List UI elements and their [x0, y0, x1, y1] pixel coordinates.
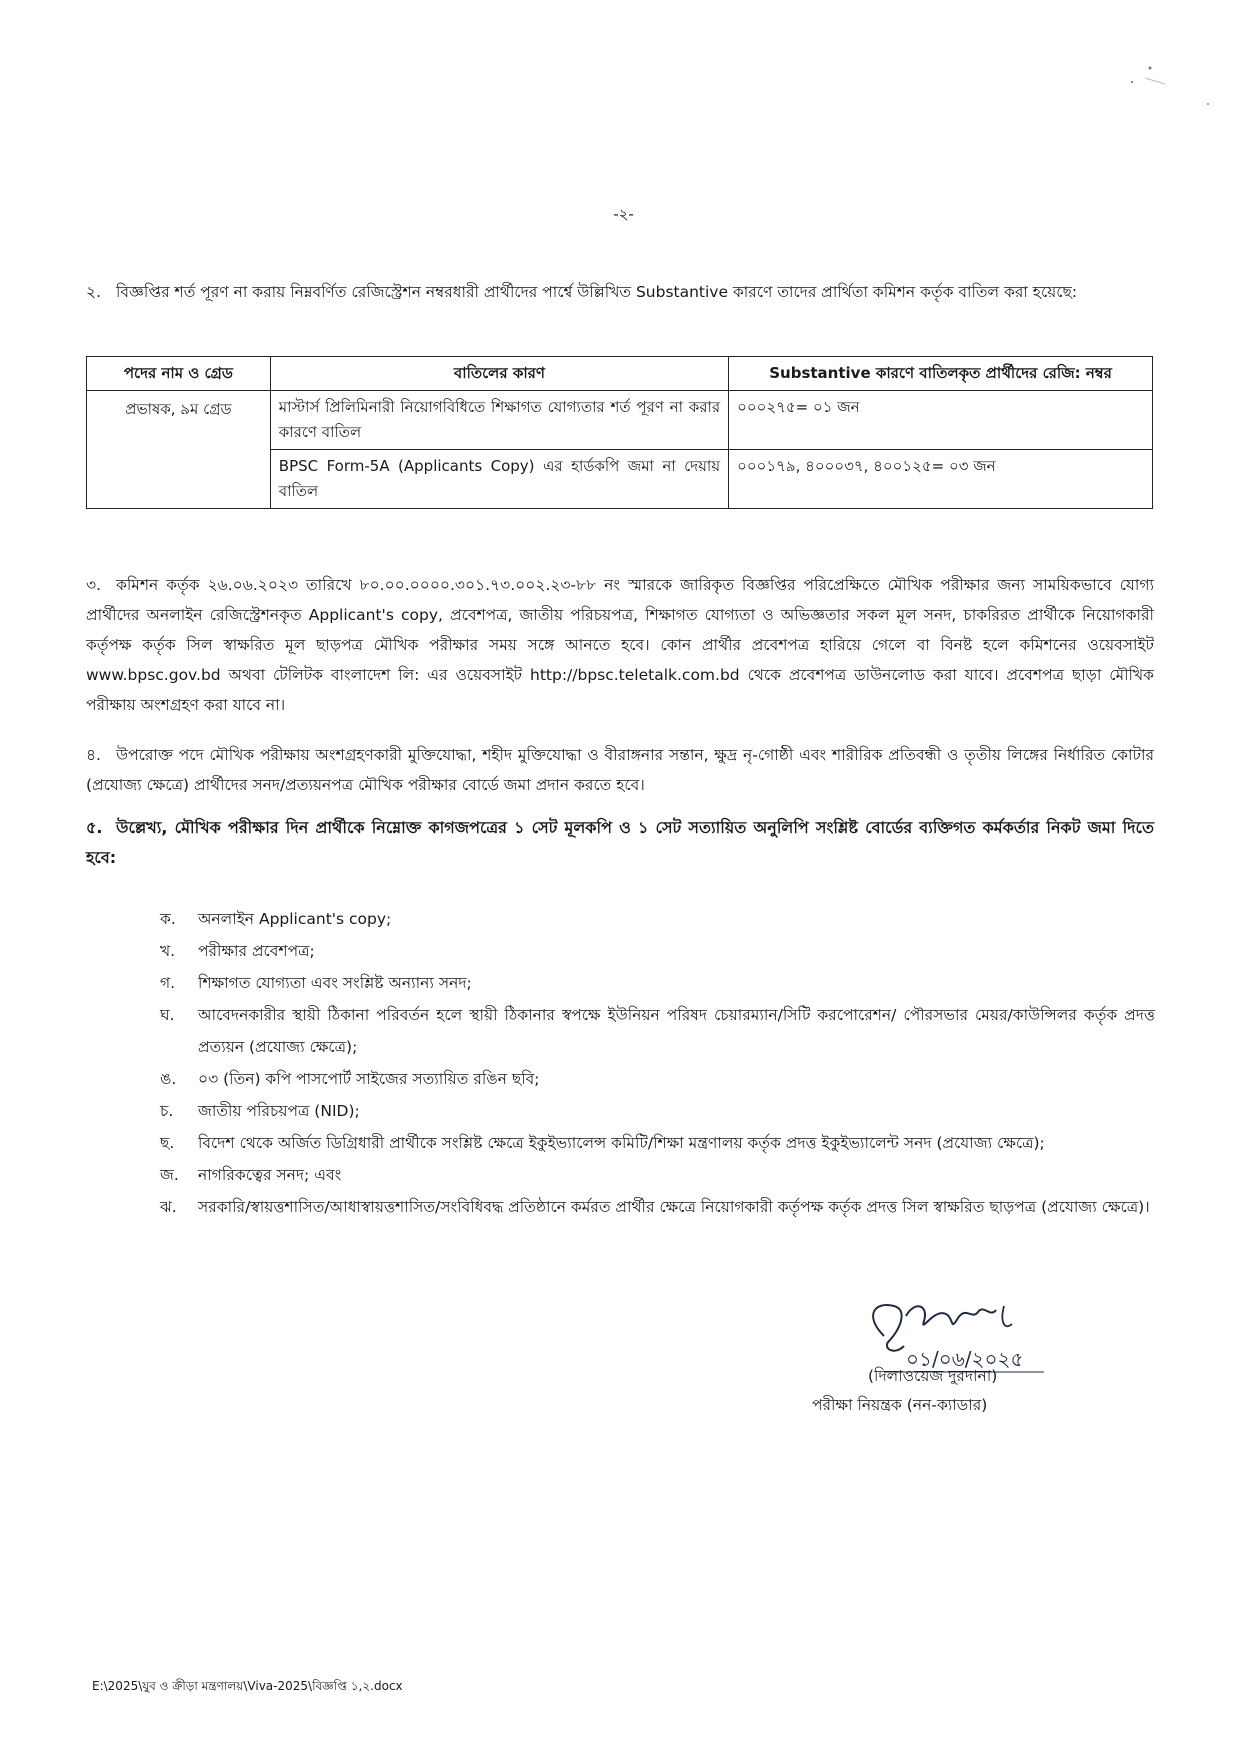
list-item: [160, 1063, 1155, 1095]
list-marker: ছ.: [160, 1134, 175, 1152]
list-item: [160, 1095, 1155, 1127]
paragraph-number: ৪.: [86, 746, 101, 764]
list-item-text: আবেদনকারীর স্থায়ী ঠিকানা পরিবর্তন হলে স্থায়ী ঠিকানার স্বপক্ষে ইউনিয়ন পরিষদ চেয়ারম্যান/সিটি করপোরেশন/ পৌরসভার মেয়র/কাউন্সিলর কর্তৃক প্রদত্ত প্রত্যয়ন (প্রযোজ্য ক্ষেত্রে);: [198, 1006, 1155, 1056]
list-item: [160, 903, 1155, 935]
list-item: [160, 935, 1155, 967]
list-item-text: ০৩ (তিন) কপি পাসপোর্ট সাইজের সত্যায়িত রঙিন ছবি;: [198, 1070, 540, 1088]
header-post: পদের নাম ও গ্রেড: [87, 357, 271, 391]
paragraph-number: ৫.: [86, 818, 103, 837]
table-header-row: [87, 357, 1153, 391]
list-item-text: শিক্ষাগত যোগ্যতা এবং সংশ্লিষ্ট অন্যান্য সনদ;: [198, 974, 472, 992]
reg-numbers-cell: ০০০২৭৫= ০১ জন: [729, 391, 1153, 450]
list-marker: ঝ.: [160, 1198, 177, 1216]
list-marker: ঙ.: [160, 1070, 177, 1088]
post-grade-cell: প্রভাষক, ৯ম গ্রেড: [87, 391, 271, 509]
list-item: [160, 1159, 1155, 1191]
list-marker: জ.: [160, 1166, 179, 1184]
reason-cell: মাস্টার্স প্রিলিমিনারী নিয়োগবিধিতে শিক্ষাগত যোগ্যতার শর্ত পূরণ না করার কারণে বাতিল: [270, 391, 728, 450]
table-row: [87, 391, 1153, 450]
required-documents-list: [160, 903, 1155, 1223]
footer-file-path: E:\2025\যুব ও ক্রীড়া মন্ত্রণালয়\Viva-2025\বিজ্ঞপ্তি ১,২.docx: [92, 1679, 403, 1693]
paragraph-number: ২.: [86, 283, 102, 301]
list-item: [160, 1127, 1155, 1159]
paragraph-text: উল্লেখ্য, মৌখিক পরীক্ষার দিন প্রার্থীকে নিম্নোক্ত কাগজপত্রের ১ সেট মূলকপি ও ১ সেট সত্যায়িত অনুলিপি সংশ্লিষ্ট বোর্ডের ব্যক্তিগত কর্মকর্তার নিকট জমা দিতে হবে:: [86, 818, 1154, 867]
list-item-text: অনলাইন Applicant's copy;: [198, 910, 392, 928]
signatory-name: (দিলাওয়েজ দুরদানা): [868, 1367, 998, 1385]
list-item-text: নাগরিকত্বের সনদ; এবং: [198, 1166, 342, 1184]
page-number: -২-: [613, 205, 634, 223]
paragraph-2: [86, 277, 1154, 307]
signatory-title: পরীক্ষা নিয়ন্ত্রক (নন-ক্যাডার): [812, 1396, 988, 1414]
list-marker: খ.: [160, 942, 176, 960]
list-item-text: পরীক্ষার প্রবেশপত্র;: [198, 942, 315, 960]
paragraph-number: ৩.: [86, 576, 102, 594]
list-item: [160, 999, 1155, 1063]
rejection-table: [86, 356, 1153, 509]
paragraph-4: [86, 740, 1154, 800]
header-reg-numbers: Substantive কারণে বাতিলকৃত প্রার্থীদের রেজি: নম্বর: [729, 357, 1153, 391]
list-marker: ক.: [160, 910, 176, 928]
list-item: [160, 967, 1155, 999]
signature-date: ০১/০৬/২০২৫: [906, 1347, 1024, 1371]
reason-cell: BPSC Form-5A (Applicants Copy) এর হার্ডকপি জমা না দেয়ায় বাতিল: [270, 450, 728, 509]
paragraph-text: কমিশন কর্তৃক ২৬.০৬.২০২৩ তারিখে ৮০.০০.০০০০.৩০১.৭৩.০০২.২৩-৮৮ নং স্মারকে জারিকৃত বিজ্ঞপ্তির পরিপ্রেক্ষিতে মৌখিক পরীক্ষার জন্য সাময়িকভাবে যোগ্য প্রার্থীদের অনলাইন রেজিস্ট্রেশনকৃত Applicant's copy, প্রবেশপত্র, জাতীয় পরিচয়পত্র, শিক্ষাগত যোগ্যতা ও অভিজ্ঞতার সকল মূল সনদ, চাকরিরত প্রার্থীকে নিয়োগকারী কর্তৃপক্ষ কর্তৃক সিল স্বাক্ষরিত মূল ছাড়পত্র মৌখিক পরীক্ষার সময় সঙ্গে আনতে হবে। কোন প্রার্থীর প্রবেশপত্র হারিয়ে গেলে বা বিনষ্ট হলে কমিশনের ওয়েবসাইট www.bpsc.gov.bd অথবা টেলিটক বাংলাদেশ লি: এর ওয়েবসাইট http://bpsc.teletalk.com.bd থেকে প্রবেশপত্র ডাউনলোড করা যাবে। প্রবেশপত্র ছাড়া মৌখিক পরীক্ষায় অংশগ্রহণ করা যাবে না।: [86, 576, 1154, 714]
list-marker: চ.: [160, 1102, 174, 1120]
paragraph-3: [86, 570, 1154, 720]
paragraph-text: বিজ্ঞপ্তির শর্ত পূরণ না করায় নিম্নবর্ণিত রেজিস্ট্রেশন নম্বরধারী প্রার্থীদের পার্শ্বে উল্লিখিত Substantive কারণে তাদের প্রার্থিতা কমিশন কর্তৃক বাতিল করা হয়েছে:: [116, 283, 1078, 301]
list-item-text: সরকারি/স্বায়ত্তশাসিত/আধাস্বায়ত্তশাসিত/সংবিধিবদ্ধ প্রতিষ্ঠানে কর্মরত প্রার্থীর ক্ষেত্রে নিয়োগকারী কর্তৃপক্ষ কর্তৃক প্রদত্ত সিল স্বাক্ষরিত ছাড়পত্র (প্রযোজ্য ক্ষেত্রে)।: [198, 1198, 1150, 1216]
list-item: [160, 1191, 1155, 1223]
paragraph-text: উপরোক্ত পদে মৌখিক পরীক্ষায় অংশগ্রহণকারী মুক্তিযোদ্ধা, শহীদ মুক্তিযোদ্ধা ও বীরাঙ্গনার সন্তান, ক্ষুদ্র নৃ-গোষ্ঠী এবং শারীরিক প্রতিবন্ধী ও তৃতীয় লিঙ্গের নির্ধারিত কোটার (প্রযোজ্য ক্ষেত্রে) প্রার্থীদের সনদ/প্রত্যয়নপত্র মৌখিক পরীক্ষার বোর্ডে জমা প্রদান করতে হবে।: [86, 746, 1154, 794]
reg-numbers-cell: ০০০১৭৯, ৪০০০৩৭, ৪০০১২৫= ০৩ জন: [729, 450, 1153, 509]
header-reason: বাতিলের কারণ: [270, 357, 728, 391]
list-item-text: জাতীয় পরিচয়পত্র (NID);: [198, 1102, 360, 1120]
list-marker: ঘ.: [160, 1006, 175, 1024]
list-marker: গ.: [160, 974, 176, 992]
list-item-text: বিদেশ থেকে অর্জিত ডিগ্রিধারী প্রার্থীকে সংশ্লিষ্ট ক্ষেত্রে ইকুইভ্যালেন্স কমিটি/শিক্ষা মন্ত্রণালয় কর্তৃক প্রদত্ত ইকুইভ্যালেন্ট সনদ (প্রযোজ্য ক্ষেত্রে);: [198, 1134, 1045, 1152]
scan-specks: [1120, 60, 1210, 130]
paragraph-5: [86, 813, 1154, 873]
